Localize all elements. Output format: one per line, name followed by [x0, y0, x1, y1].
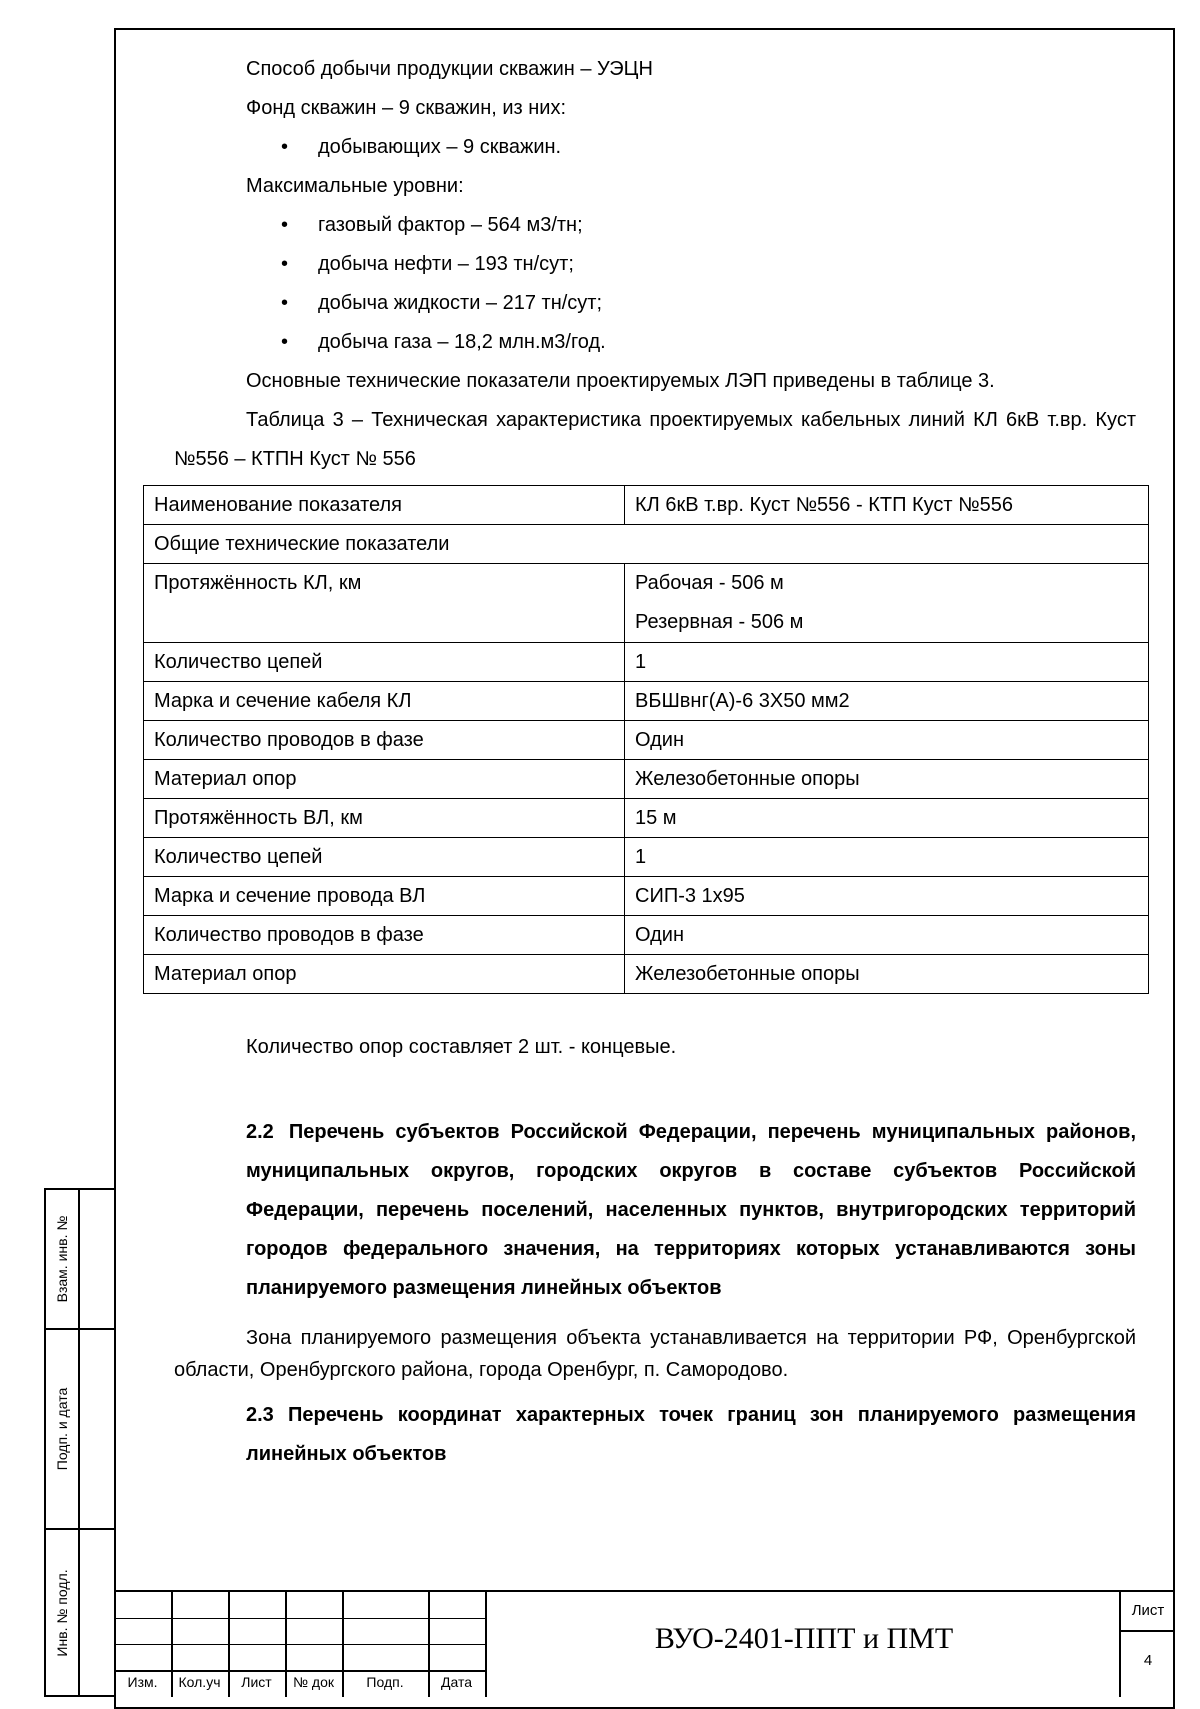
section-number: 2.3 — [246, 1404, 274, 1426]
sheet-number: 4 — [1143, 1652, 1153, 1669]
col-data: Дата — [440, 1674, 472, 1690]
list-item: • добыча нефти – 193 тн/сут; — [174, 245, 1136, 284]
table-section-row — [144, 525, 1149, 564]
length-reserve: Резервная - 506 м — [635, 611, 804, 633]
col-podp: Подп. — [366, 1674, 404, 1690]
table-header-cell: Наименование показателя — [144, 486, 625, 525]
table-row — [144, 721, 1149, 760]
table-row — [144, 955, 1149, 994]
table-row — [144, 760, 1149, 799]
table-cell-value: Железобетонные опоры — [625, 760, 1149, 799]
table-row — [144, 838, 1149, 877]
table-cell-value: 1 — [625, 838, 1149, 877]
table-cell-label: Марка и сечение кабеля КЛ — [144, 682, 625, 721]
list-item: • добыча жидкости – 217 тн/сут; — [174, 284, 1136, 323]
table-header-cell: КЛ 6кВ т.вр. Куст №556 - КТП Куст №556 — [625, 486, 1149, 525]
list-item: • добывающих – 9 скважин. — [174, 128, 1136, 167]
table-row — [144, 877, 1149, 916]
stamp-vzam-inv — [44, 1188, 114, 1330]
col-kol-uch: Кол.уч — [178, 1674, 221, 1690]
document-number: ВУО-2401-ППТ и ПМТ — [654, 1622, 954, 1655]
table-cell-value: Один — [625, 721, 1149, 760]
table-cell-label: Протяжённость ВЛ, км — [144, 799, 625, 838]
table-cell-label: Количество цепей — [144, 643, 625, 682]
table-cell-value: Железобетонные опоры — [625, 955, 1149, 994]
table-cell-value: 1 — [625, 643, 1149, 682]
table-section-title: Общие технические показатели — [144, 525, 1149, 564]
stamp-label: Взам. инв. № — [54, 1215, 70, 1303]
length-working: Рабочая - 506 м — [635, 572, 784, 594]
document-body — [154, 50, 1137, 1474]
list-item: • газовый фактор – 564 м3/тн; — [174, 206, 1136, 245]
section-heading-2-3 — [174, 1396, 1136, 1474]
table-row — [144, 643, 1149, 682]
table-reference: Основные технические показатели проектируемых ЛЭП приведены в таблице 3. — [246, 370, 995, 392]
stamp-podp-data — [44, 1328, 114, 1530]
max-levels-heading: Максимальные уровни: — [246, 175, 464, 197]
spec-table — [143, 485, 1149, 994]
section-title: Перечень субъектов Российской Федерации, перечень муниципальных районов, муниципальных округов, городских округов в составе субъектов Российской Федерации, перечень поселений, населенных пунктов, внутригородских территорий городов федерального значения, на территориях которых устанавливаются зоны планируемого размещения линейных объектов — [246, 1121, 1136, 1299]
stamp-label: Инв. № подл. — [54, 1568, 70, 1657]
col-list: Лист — [241, 1674, 272, 1690]
table-cell-value: ВБШвнг(А)-6 3Х50 мм2 — [625, 682, 1149, 721]
table-cell-label: Материал опор — [144, 955, 625, 994]
title-block — [114, 1590, 1175, 1697]
list-item: • добыча газа – 18,2 млн.м3/год. — [174, 323, 1136, 362]
table-cell-value: СИП-3 1х95 — [625, 877, 1149, 916]
sheet-label: Лист — [1131, 1602, 1165, 1619]
table-cell-label: Количество проводов в фазе — [144, 721, 625, 760]
table-cell-label: Протяжённость КЛ, км — [144, 564, 625, 643]
section-heading-2-2 — [174, 1113, 1136, 1308]
col-no-dok: № док — [293, 1674, 334, 1690]
section-number: 2.2 — [246, 1121, 274, 1143]
table-cell-label: Количество проводов в фазе — [144, 916, 625, 955]
well-fund: Фонд скважин – 9 скважин, из них: — [246, 97, 567, 119]
production-method: Способ добычи продукции скважин – УЭЦН — [246, 58, 653, 80]
table-cell-value: Один — [625, 916, 1149, 955]
supports-note: Количество опор составляет 2 шт. - концевые. — [246, 1036, 677, 1058]
table-row — [144, 682, 1149, 721]
table-row — [144, 916, 1149, 955]
section-body-2-2: Зона планируемого размещения объекта устанавливается на территории РФ, Оренбургской области, Оренбургского района, города Оренбург, п. Самородово. — [174, 1327, 1136, 1381]
table-cell-label: Количество цепей — [144, 838, 625, 877]
stamp-label: Подп. и дата — [54, 1387, 70, 1471]
section-title: Перечень координат характерных точек границ зон планируемого размещения линейных объектов — [246, 1404, 1137, 1465]
table-cell-value: 15 м — [625, 799, 1149, 838]
table-caption: Таблица 3 – Техническая характеристика проектируемых кабельных линий КЛ 6кВ т.вр. Куст №556 – КТПН Куст № 556 — [174, 409, 1136, 470]
col-izm: Изм. — [127, 1674, 158, 1690]
table-cell-value — [625, 564, 1149, 643]
table-row — [144, 564, 1149, 643]
table-cell-label: Материал опор — [144, 760, 625, 799]
table-row — [144, 799, 1149, 838]
stamp-inv-podl — [44, 1528, 114, 1697]
table-cell-label: Марка и сечение провода ВЛ — [144, 877, 625, 916]
table-header-row — [144, 486, 1149, 525]
